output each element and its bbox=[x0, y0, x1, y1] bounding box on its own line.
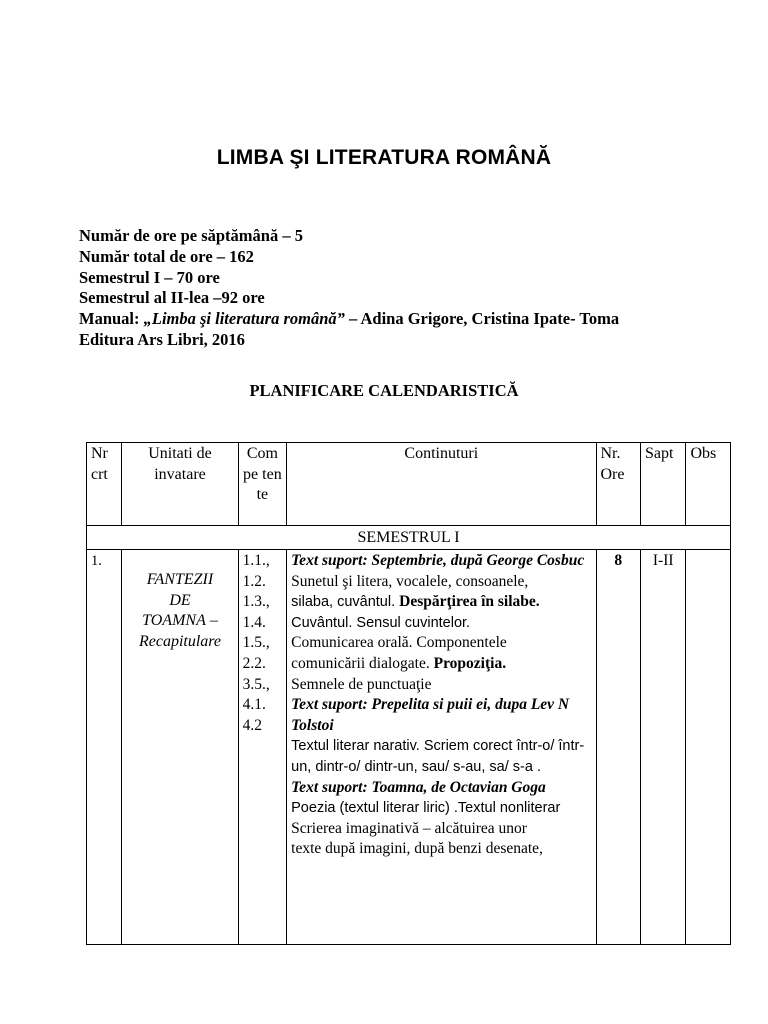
content-line-5a: comunicării dialogate. bbox=[291, 654, 434, 672]
header-hours: Nr. Ore bbox=[596, 443, 640, 526]
text-support-2: Text suport: Prepelita si puii ei, dupa Lev N Tolstoi bbox=[291, 696, 570, 734]
planning-table bbox=[86, 442, 731, 945]
content-line-10: texte după imagini, după benzi desenate, bbox=[291, 840, 543, 858]
semester-label: SEMESTRUL I bbox=[87, 526, 731, 550]
competences-cell bbox=[238, 550, 287, 945]
header-units: Unitati de invatare bbox=[122, 443, 238, 526]
hours-cell: 8 bbox=[596, 550, 640, 945]
competence-item: 4.2 bbox=[242, 716, 262, 734]
header-content: Continuturi bbox=[287, 443, 596, 526]
unit-title-line1: FANTEZII bbox=[146, 571, 214, 588]
manual-title: „Limba şi literatura română” bbox=[143, 309, 345, 329]
learning-unit bbox=[122, 550, 238, 945]
text-support-3: Text suport: Toamna, de Octavian Goga bbox=[291, 778, 546, 796]
hours-per-week: Număr de ore pe săptămână – 5 bbox=[79, 226, 303, 245]
course-info bbox=[79, 226, 719, 351]
unit-title-line2: DE bbox=[169, 591, 191, 609]
table-row bbox=[87, 550, 731, 945]
manual-line bbox=[79, 309, 719, 330]
unit-dash: – bbox=[205, 612, 218, 630]
competence-item: 1.4. bbox=[242, 613, 266, 631]
header-obs: Obs bbox=[686, 443, 731, 526]
table-header-row bbox=[87, 443, 731, 526]
row-number: 1. bbox=[87, 550, 122, 945]
competence-item: 1.2. bbox=[242, 572, 266, 590]
unit-subtitle: Recapitulare bbox=[138, 632, 222, 650]
header-week: Sapt bbox=[640, 443, 685, 526]
header-nr: Nr crt bbox=[87, 443, 122, 526]
competence-item: 2.2. bbox=[242, 654, 266, 672]
content-line-2b: Despărţirea în silabe. bbox=[399, 593, 540, 611]
content-line-6: Semnele de punctuaţie bbox=[291, 675, 432, 693]
competence-item: 1.3., bbox=[242, 593, 270, 611]
publisher: Editura Ars Libri, 2016 bbox=[79, 329, 245, 349]
page-title: LIMBA ŞI LITERATURA ROMÂNĂ bbox=[216, 146, 552, 169]
content-line-4: Comunicarea orală. Componentele bbox=[291, 634, 507, 652]
content-line-5 bbox=[291, 654, 591, 675]
section-title: PLANIFICARE CALENDARISTICĂ bbox=[249, 381, 519, 400]
competence-item: 1.1., bbox=[242, 552, 270, 569]
semester2-hours: Semestrul al II-lea –92 ore bbox=[79, 288, 265, 308]
content-line-8: Poezia (textul literar liric) .Textul nonliterar bbox=[291, 800, 561, 817]
content-line-2 bbox=[291, 592, 591, 613]
manual-label: Manual: bbox=[79, 309, 144, 329]
week-cell: I-II bbox=[640, 550, 685, 945]
content-line-5b: Propoziţia. bbox=[433, 654, 507, 672]
competence-item: 3.5., bbox=[242, 675, 270, 693]
unit-title-line3-wrap bbox=[126, 611, 233, 632]
semester-row bbox=[87, 526, 731, 550]
content-line-2a: silaba, cuvântul. bbox=[291, 594, 400, 611]
manual-authors: – Adina Grigore, Cristina Ipate- Toma bbox=[344, 309, 620, 329]
semester1-hours: Semestrul I – 70 ore bbox=[79, 267, 220, 287]
competence-item: 4.1. bbox=[242, 696, 266, 714]
total-hours: Număr total de ore – 162 bbox=[79, 246, 254, 266]
text-support-1: Text suport: Septembrie, după George Cosbuc bbox=[291, 552, 585, 569]
content-line-3: Cuvântul. Sensul cuvintelor. bbox=[291, 614, 471, 631]
header-competences: Com pe ten te bbox=[238, 443, 287, 526]
unit-title-line3: TOAMNA bbox=[142, 612, 206, 630]
content-line-1: Sunetul şi litera, vocalele, consoanele, bbox=[291, 572, 529, 590]
content-line-7: Textul literar narativ. Scriem corect într-o/ într-un, dintr-o/ dintr-un, sau/ s-au, sa/ s-a . bbox=[291, 738, 585, 775]
content-line-9: Scrierea imaginativă – alcătuirea unor bbox=[291, 819, 527, 837]
content-cell bbox=[287, 550, 596, 945]
obs-cell bbox=[686, 550, 731, 945]
competence-item: 1.5., bbox=[242, 634, 270, 652]
